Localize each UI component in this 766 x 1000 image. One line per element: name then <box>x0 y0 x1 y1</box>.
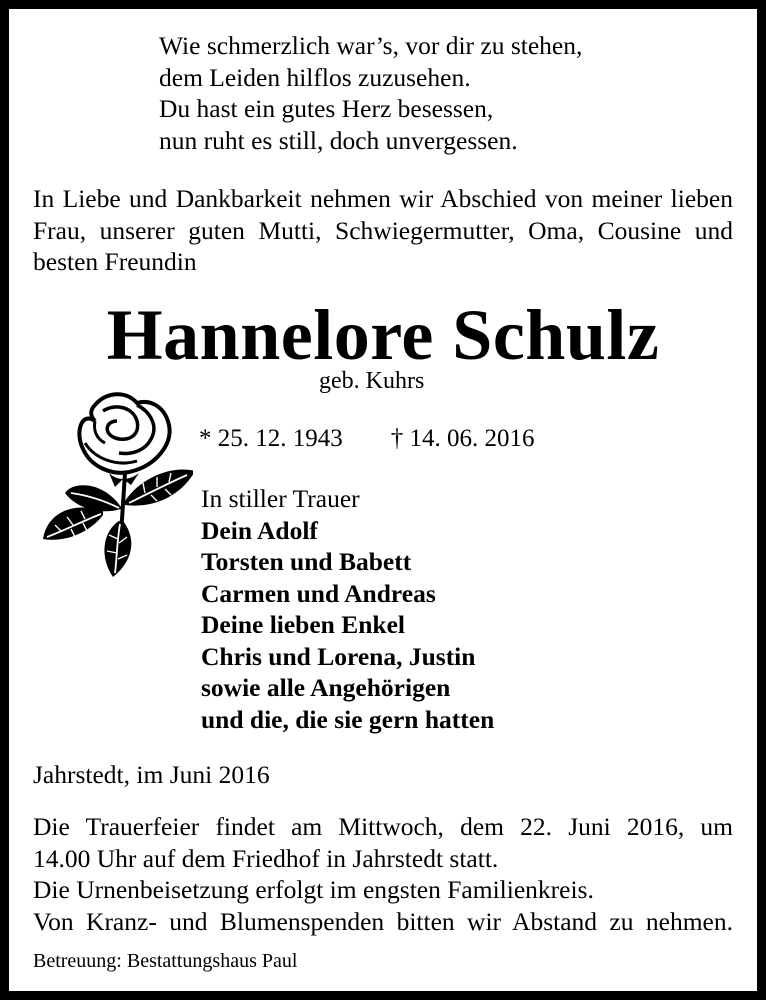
funeral-line: Von Kranz- und Blumenspenden bitten wir Abstand zu nehmen. <box>33 906 733 936</box>
death-date: † 14. 06. 2016 <box>390 425 535 452</box>
maiden-name: geb. Kuhrs <box>319 368 425 394</box>
funeral-line: Die Trauerfeier findet am Mittwoch, dem 22. Juni 2016, um <box>33 812 733 841</box>
mourner-name: Chris und Lorena, Justin <box>201 641 476 671</box>
mourner-name: Deine lieben Enkel <box>201 610 406 639</box>
poem-line: nun ruht es still, doch unvergessen. <box>159 125 518 155</box>
mourner-name: sowie alle Angehörigen <box>201 673 451 702</box>
mourning-lead: In stiller Trauer <box>201 484 360 513</box>
deceased-name: Hannelore Schulz <box>106 295 660 375</box>
mourners-list <box>201 483 494 735</box>
poem-line: dem Leiden hilflos zuzusehen. <box>159 62 471 92</box>
poem-line: Wie schmerzlich war’s, vor dir zu stehen, <box>159 31 583 60</box>
mourner-name: Torsten und Babett <box>201 547 412 576</box>
funeral-line: 14.00 Uhr auf dem Friedhof in Jahrstedt statt. <box>33 843 499 873</box>
place-date: Jahrstedt, im Juni 2016 <box>33 760 270 789</box>
mourner-name: und die, die sie gern hatten <box>201 704 495 734</box>
undertaker-credit: Betreuung: Bestattungshaus Paul <box>33 950 298 972</box>
birth-date: * 25. 12. 1943 <box>199 425 343 452</box>
mourner-name: Dein Adolf <box>201 515 318 545</box>
poem-line: Du hast ein gutes Herz besessen, <box>159 94 494 123</box>
mourner-name: Carmen und Andreas <box>201 578 436 608</box>
funeral-info <box>33 811 733 937</box>
rose-icon <box>33 381 193 581</box>
intro-text: In Liebe und Dankbarkeit nehmen wir Abschied von meiner lieben Frau, unserer guten Mutti, Schwiegermutter, Oma, Cousine und besten Freundin <box>33 184 733 276</box>
poem <box>159 30 582 156</box>
life-dates <box>199 423 535 455</box>
funeral-line: Die Urnenbeisetzung erfolgt im engsten Familienkreis. <box>33 875 594 904</box>
